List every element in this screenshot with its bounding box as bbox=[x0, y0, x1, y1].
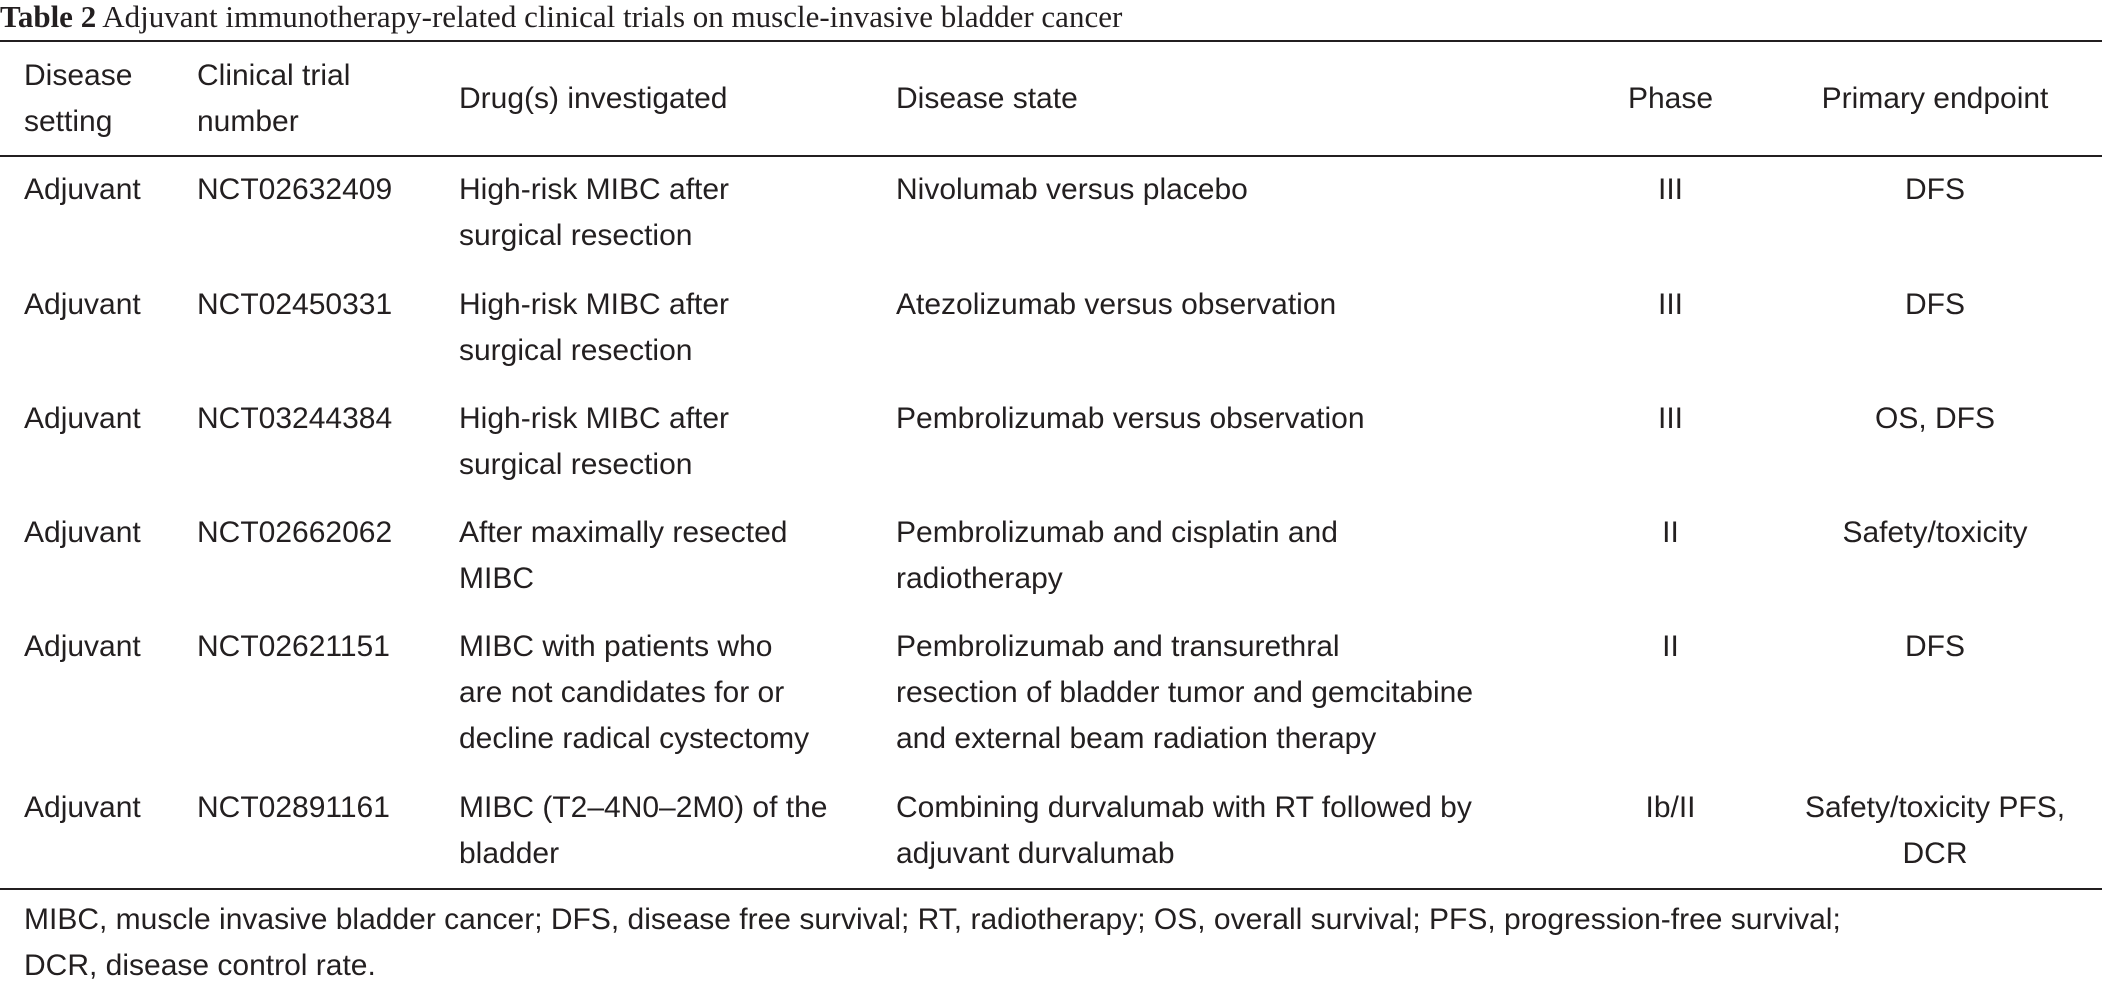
cell-text-line: MIBC (T2–4N0–2M0) of the bbox=[459, 791, 828, 824]
cell-phase: Ib/II bbox=[1645, 791, 1696, 824]
cell-drugs bbox=[459, 612, 896, 773]
table-row bbox=[0, 155, 2102, 270]
cell-text-line: adjuvant durvalumab bbox=[896, 837, 1175, 870]
cell-text-line: decline radical cystectomy bbox=[459, 722, 810, 755]
cell-trial-number: NCT02891161 bbox=[197, 791, 390, 824]
cell-text-line: High-risk MIBC after bbox=[459, 173, 730, 206]
header-drugs-investigated: Drug(s) investigated bbox=[459, 81, 728, 115]
cell-text-line: Atezolizumab versus observation bbox=[896, 288, 1337, 321]
cell-primary-endpoint bbox=[1768, 612, 2102, 773]
table-label: Table 2 bbox=[0, 0, 97, 34]
cell-disease-setting: Adjuvant bbox=[24, 516, 141, 549]
trials-table bbox=[0, 42, 2102, 887]
header-disease-state: Disease state bbox=[896, 81, 1078, 115]
header-phase: Phase bbox=[1627, 81, 1714, 115]
table-row bbox=[0, 498, 2102, 612]
table-caption bbox=[0, 0, 1122, 38]
cell-text-line: surgical resection bbox=[459, 219, 693, 252]
cell-phase: II bbox=[1662, 630, 1679, 663]
table-title: Adjuvant immunotherapy-related clinical trials on muscle-invasive bladder cancer bbox=[102, 0, 1123, 34]
cell-text-line: bladder bbox=[459, 837, 560, 870]
cell-text-line: Combining durvalumab with RT followed by bbox=[896, 791, 1472, 824]
cell-disease-state bbox=[896, 498, 1573, 612]
cell-text-line: resection of bladder tumor and gemcitabine bbox=[896, 676, 1474, 709]
cell-primary-endpoint bbox=[1768, 498, 2102, 612]
cell-text-line: High-risk MIBC after bbox=[459, 402, 730, 435]
cell-text-line: Safety/toxicity PFS, bbox=[1804, 791, 2066, 824]
cell-text-line: After maximally resected bbox=[459, 516, 788, 549]
header-disease-setting-line1: Disease bbox=[24, 58, 133, 92]
cell-disease-setting: Adjuvant bbox=[24, 630, 141, 663]
bottom-rule bbox=[0, 888, 2102, 890]
cell-text-line: DFS bbox=[1905, 630, 1965, 663]
cell-disease-setting: Adjuvant bbox=[24, 288, 141, 321]
cell-text-line: radiotherapy bbox=[896, 562, 1063, 595]
cell-text-line: Pembrolizumab versus observation bbox=[896, 402, 1365, 435]
cell-trial-number: NCT02632409 bbox=[197, 173, 393, 206]
cell-disease-state bbox=[896, 612, 1573, 773]
cell-trial-number: NCT02662062 bbox=[197, 516, 393, 549]
cell-drugs bbox=[459, 155, 896, 270]
cell-text-line: DFS bbox=[1905, 173, 1965, 206]
footnote-line: MIBC, muscle invasive bladder cancer; DFS, disease free survival; RT, radiotherapy; OS, overall survival; PFS, progression-free survival; bbox=[24, 903, 1841, 936]
cell-disease-setting: Adjuvant bbox=[24, 791, 141, 824]
cell-drugs bbox=[459, 773, 896, 887]
cell-trial-number: NCT03244384 bbox=[197, 402, 393, 435]
cell-text-line: MIBC with patients who bbox=[459, 630, 773, 663]
cell-disease-state bbox=[896, 384, 1573, 498]
cell-trial-number: NCT02621151 bbox=[197, 630, 390, 663]
table-row bbox=[0, 612, 2102, 773]
cell-text-line: MIBC bbox=[459, 562, 534, 595]
cell-text-line: Nivolumab versus placebo bbox=[896, 173, 1248, 206]
header-clinical-trial-line2: number bbox=[197, 104, 299, 138]
cell-trial-number: NCT02450331 bbox=[197, 288, 393, 321]
cell-drugs bbox=[459, 270, 896, 384]
table-header-row bbox=[0, 42, 2102, 155]
cell-text-line: surgical resection bbox=[459, 334, 693, 367]
cell-primary-endpoint bbox=[1768, 155, 2102, 270]
cell-text-line: Pembrolizumab and transurethral bbox=[896, 630, 1340, 663]
cell-text-line: DCR bbox=[1902, 837, 1968, 870]
table-row bbox=[0, 384, 2102, 498]
cell-disease-setting: Adjuvant bbox=[24, 402, 141, 435]
cell-primary-endpoint bbox=[1768, 270, 2102, 384]
cell-text-line: OS, DFS bbox=[1874, 402, 1995, 435]
header-disease-setting bbox=[0, 42, 197, 155]
table-footnote bbox=[24, 897, 2084, 989]
header-primary-endpoint: Primary endpoint bbox=[1821, 81, 2049, 115]
cell-primary-endpoint bbox=[1768, 384, 2102, 498]
cell-text-line: Safety/toxicity bbox=[1842, 516, 2028, 549]
cell-phase: III bbox=[1657, 173, 1683, 206]
header-clinical-trial-line1: Clinical trial bbox=[197, 58, 351, 92]
table-row bbox=[0, 270, 2102, 384]
table-row bbox=[0, 773, 2102, 887]
header-disease-setting-line2: setting bbox=[24, 104, 113, 138]
cell-text-line: High-risk MIBC after bbox=[459, 288, 730, 321]
cell-phase: III bbox=[1657, 402, 1683, 435]
cell-text-line: and external beam radiation therapy bbox=[896, 722, 1377, 755]
cell-primary-endpoint bbox=[1768, 773, 2102, 887]
cell-disease-state bbox=[896, 773, 1573, 887]
cell-text-line: Pembrolizumab and cisplatin and bbox=[896, 516, 1338, 549]
cell-drugs bbox=[459, 498, 896, 612]
cell-drugs bbox=[459, 384, 896, 498]
footnote-line: DCR, disease control rate. bbox=[24, 949, 376, 982]
cell-disease-state bbox=[896, 270, 1573, 384]
cell-disease-state bbox=[896, 155, 1573, 270]
cell-phase: III bbox=[1657, 288, 1683, 321]
cell-text-line: surgical resection bbox=[459, 448, 693, 481]
cell-text-line: DFS bbox=[1905, 288, 1965, 321]
cell-disease-setting: Adjuvant bbox=[24, 173, 141, 206]
cell-text-line: are not candidates for or bbox=[459, 676, 785, 709]
header-clinical-trial-number bbox=[197, 42, 459, 155]
cell-phase: II bbox=[1662, 516, 1679, 549]
